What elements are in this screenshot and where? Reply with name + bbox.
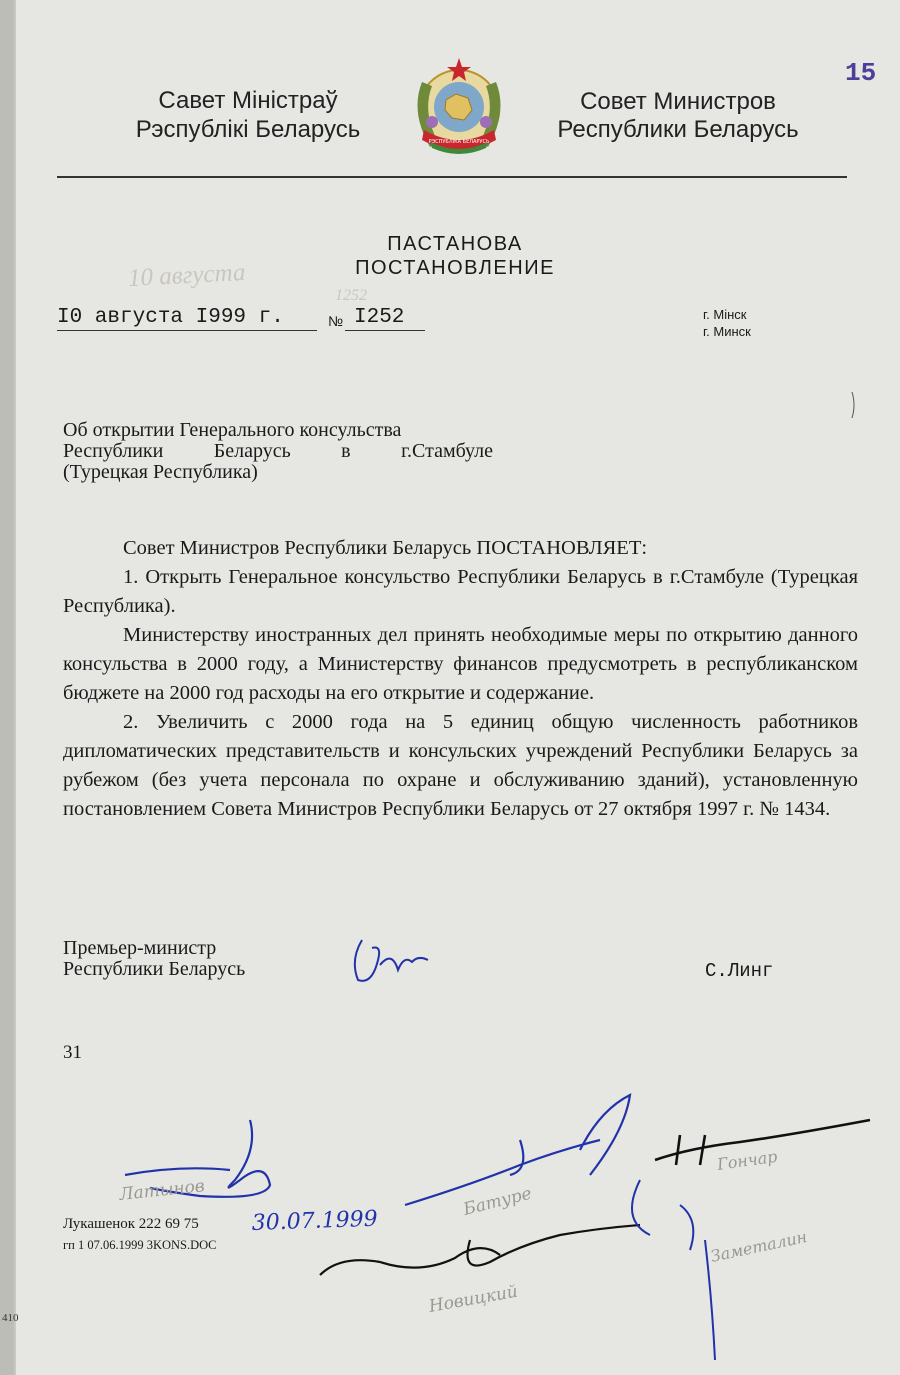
signatory-title (63, 938, 245, 980)
document-number: I252 (354, 306, 405, 329)
goncharov-name: Гончар (715, 1146, 779, 1174)
emblem-ribbon-text: РЭСПУБЛІКА БЕЛАРУСЬ (428, 139, 490, 145)
body-paragraph-item2: 2. Увеличить с 2000 года на 5 единиц общую численность работников дипломатических представительств и консульских учреждений Республики Беларусь за рубежом (без учета персонала по охране и обслуживанию зданий), установленную постановлением Совета Министров Республики Беларусь от 27 октября 1997 г. № 1434. (63, 711, 858, 820)
document-type (300, 232, 610, 280)
header-belarusian (118, 86, 378, 144)
document-date: I0 августа I999 г. (57, 306, 284, 329)
resolution-body (63, 534, 858, 824)
latynov-name: Латынов (118, 1176, 206, 1205)
signatory-title-line2: Республики Беларусь (63, 958, 246, 980)
header-russian (548, 88, 808, 144)
number-sign: № (328, 313, 344, 329)
state-emblem-icon (400, 52, 518, 164)
body-paragraph-preamble: Совет Министров Республики Беларусь ПОСТАНОВЛЯЕТ: (123, 537, 648, 559)
executor-line: Лукашенок 222 69 75 (63, 1216, 199, 1232)
subject-word: г.Стамбуле (401, 440, 493, 462)
subject-word: Беларусь (213, 440, 291, 462)
number-underline (345, 330, 425, 331)
subject-word: Республики (63, 440, 164, 462)
header-ru-line1: Совет Министров (580, 88, 776, 115)
header-divider (57, 176, 847, 178)
visa-date: 30.07.1999 (251, 1206, 379, 1236)
subject-word: в (341, 440, 351, 462)
baturo-name: Батуре (461, 1183, 534, 1220)
signatory-title-line1: Премьер-министр (63, 937, 217, 959)
header-by-line2: Рэспублікі Беларусь (135, 116, 361, 143)
document-subject (63, 420, 493, 483)
zametalin-name: Заметалин (708, 1226, 809, 1266)
doc-type-ru: ПОСТАНОВЛЕНИЕ (355, 257, 555, 279)
city-ru: г. Минск (703, 324, 751, 339)
body-paragraph-item1: 1. Открыть Генеральное консульство Республики Беларусь в г.Стамбуле (Турецкая Республика). (63, 566, 858, 617)
subject-line2 (63, 441, 493, 462)
signatory-name: С.Линг (705, 960, 774, 982)
pencil-date-note: 10 августа (127, 258, 247, 293)
date-underline (57, 330, 317, 331)
header-ru-line2: Республики Беларусь (557, 116, 799, 143)
binding-edge (0, 0, 14, 1375)
file-reference: гп 1 07.06.1999 3KONS.DOC (63, 1238, 217, 1252)
page-number: 31 (63, 1042, 82, 1063)
doc-type-by: ПАСТАНОВА (387, 233, 523, 255)
novitsky-name: Новицкий (427, 1281, 520, 1317)
sheet-number-stamp: 15 (845, 58, 877, 88)
pencil-number-note: 1252 (335, 287, 367, 304)
city (703, 306, 751, 340)
header-by-line1: Савет Міністраў (158, 87, 338, 114)
margin-mark: 410 (2, 1312, 19, 1324)
subject-line1: Об открытии Генерального консульства (63, 419, 402, 441)
body-paragraph-item1-detail: Министерству иностранных дел принять необходимые меры по открытию данного консульства в 2000 году, а Министерству финансов предусмотреть в республиканском бюджете на 2000 год расходы на его открытие и содержание. (63, 624, 858, 704)
city-by: г. Мінск (703, 307, 747, 322)
subject-line3: (Турецкая Республика) (63, 461, 258, 483)
